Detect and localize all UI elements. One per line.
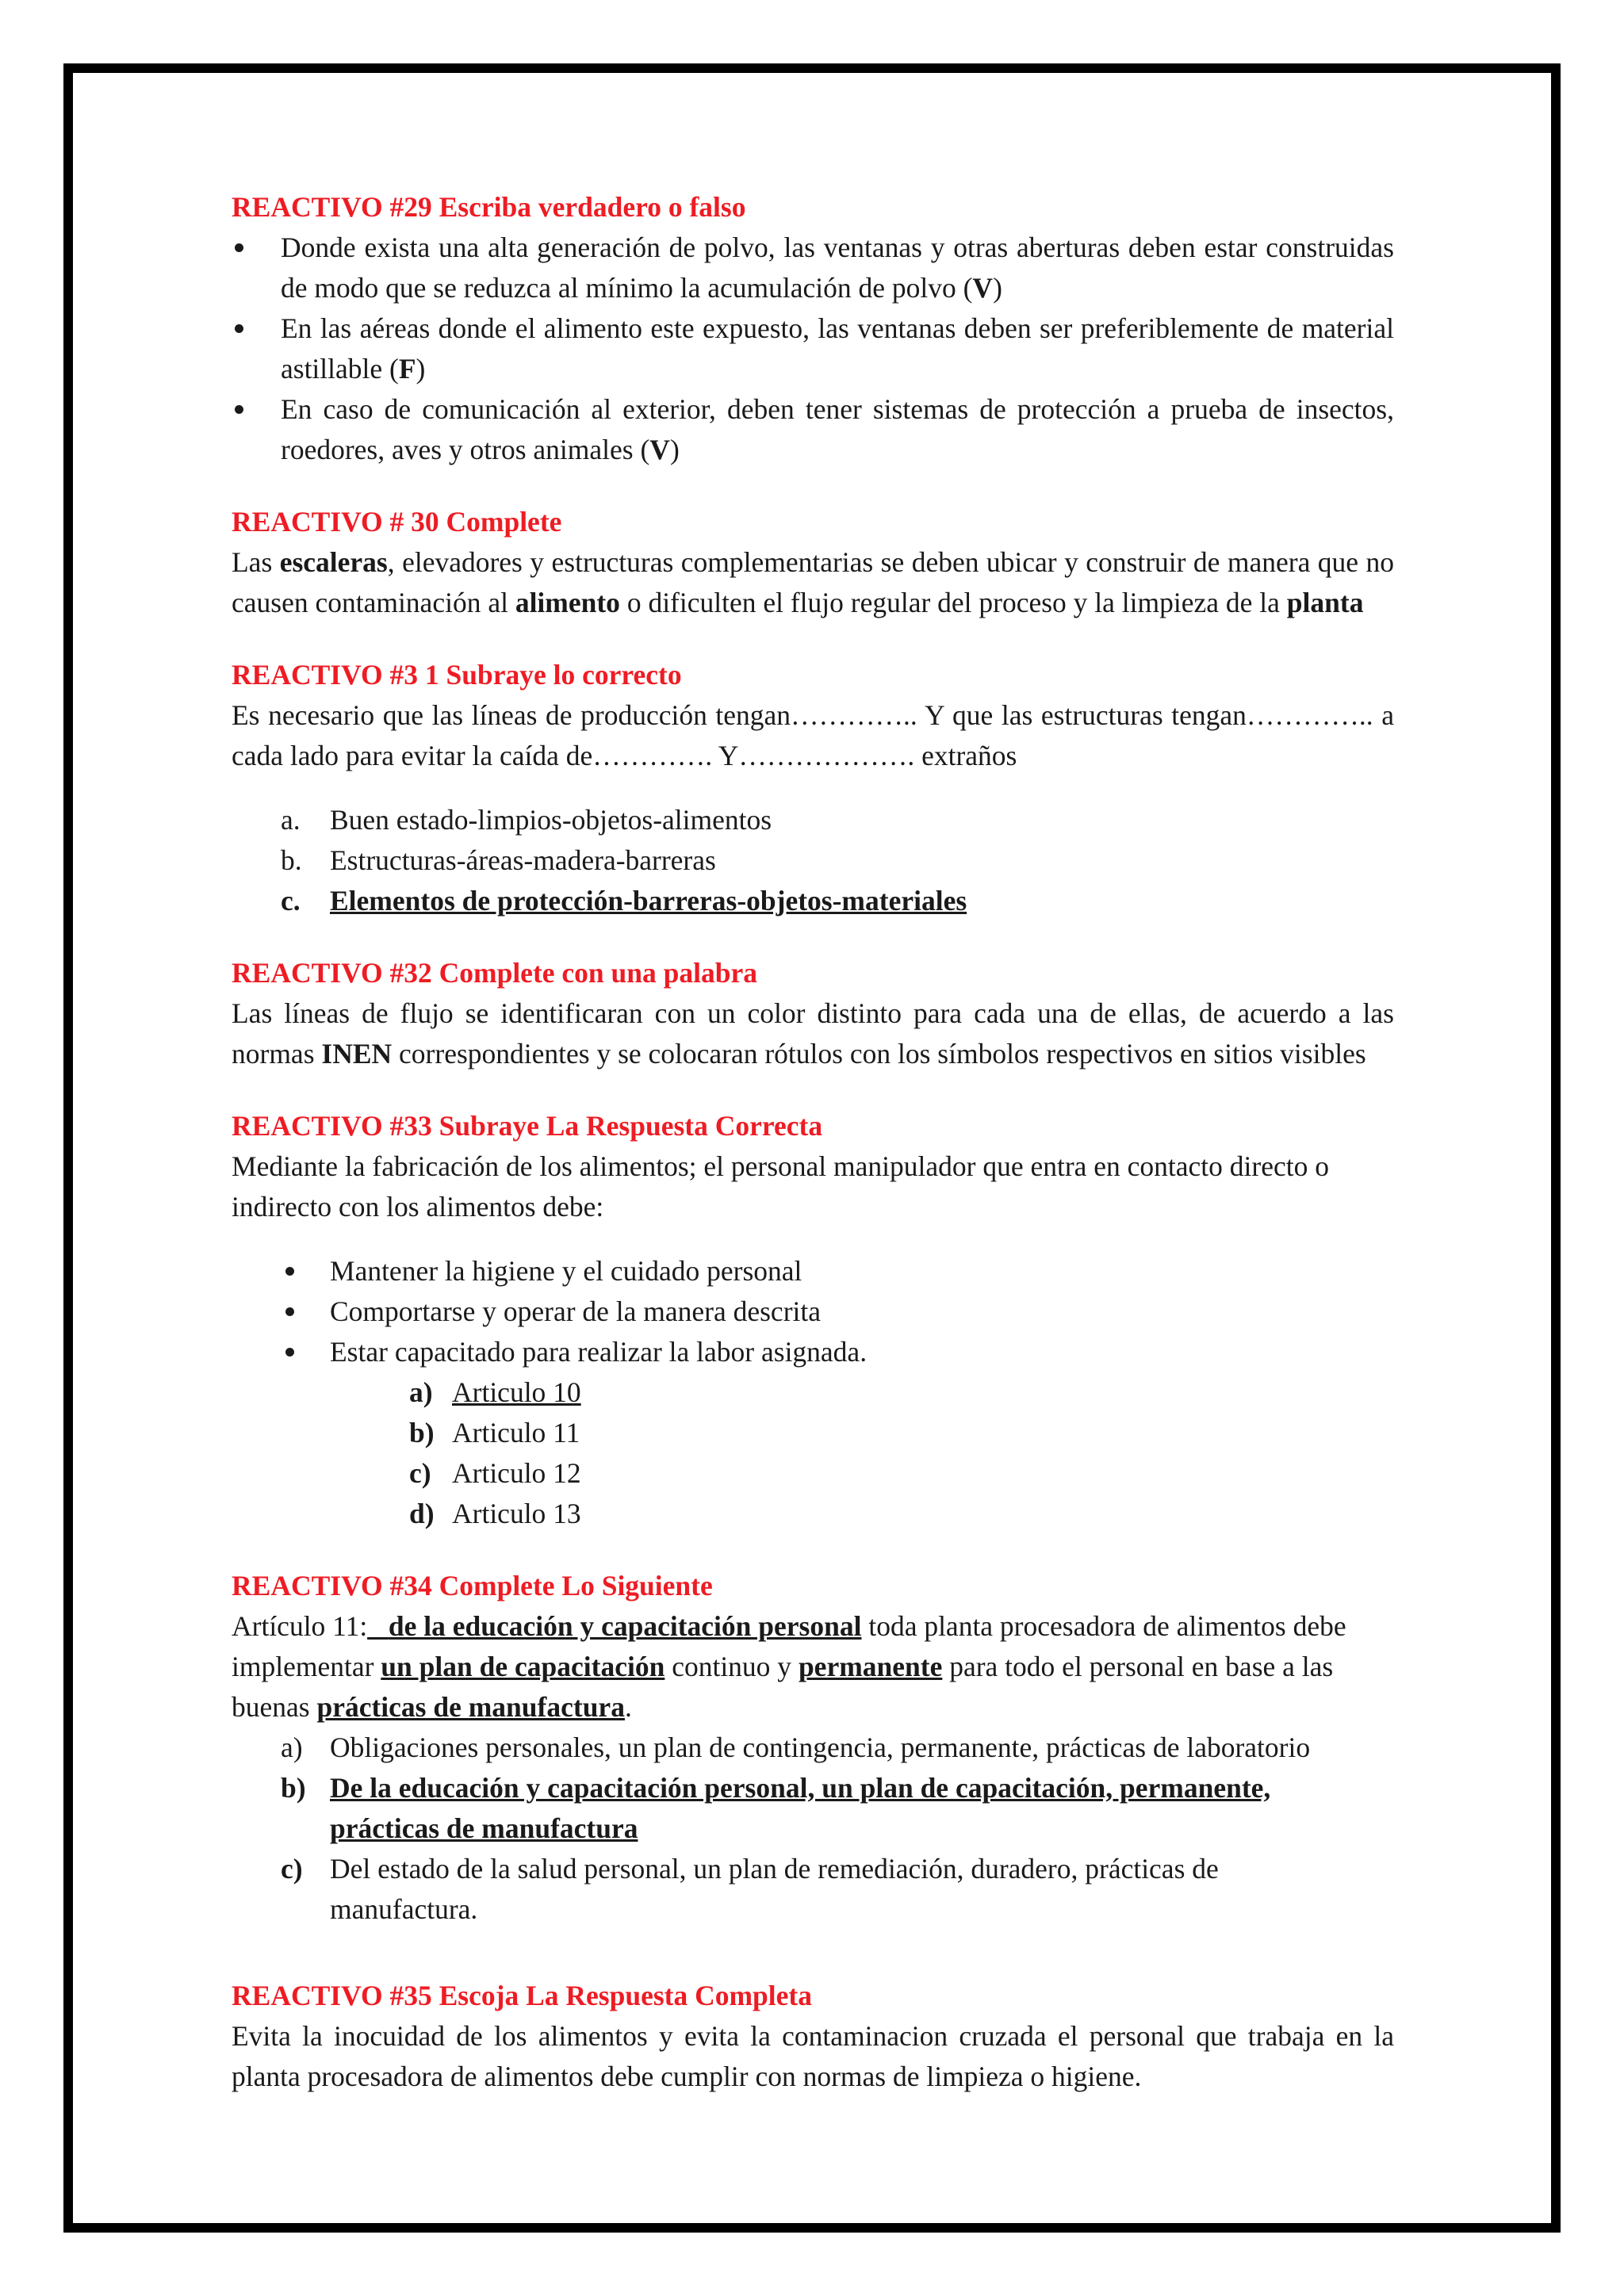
reactivo-30-text: Las escaleras, elevadores y estructuras complementarias se deben ubicar y construir de manera que no causen contaminación al alimento o dificulten el flujo regular del proceso y la limpieza de la planta [232,546,1394,618]
option-a-correct: a) Articulo 10 [409,1376,581,1408]
option-b: b. Estructuras-áreas-madera-barreras [281,844,716,876]
reactivo-30 [232,502,1394,623]
option-c-correct: c. Elementos de protección-barreras-objetos-materiales [281,885,967,916]
reactivo-33-title: REACTIVO #33 Subraye La Respuesta Correcta [232,1110,823,1142]
list-item: Mantener la higiene y el cuidado personal [232,1251,1394,1292]
answer-mark: V [972,272,994,304]
reactivo-33 [232,1106,1394,1534]
answer-word: permanente [798,1651,943,1682]
option-b-correct: b) De la educación y capacitación personal, un plan de capacitación, permanente, prácticas de manufactura [281,1772,1271,1844]
reactivo-31-title: REACTIVO #3 1 Subraye lo correcto [232,659,682,691]
reactivo-29 [232,187,1394,470]
answer-word: escaleras [279,546,388,578]
option-b: b) Articulo 11 [409,1417,580,1448]
document-body [232,187,1394,2129]
answer-mark: V [649,434,670,465]
reactivo-32 [232,953,1394,1074]
reactivo-29-title: REACTIVO #29 Escriba verdadero o falso [232,191,746,223]
option-a: a) Obligaciones personales, un plan de contingencia, permanente, prácticas de laboratorio [281,1732,1311,1763]
answer-word: de la educación y capacitación personal [388,1610,862,1642]
reactivo-29-list [232,228,1394,470]
reactivo-30-title: REACTIVO # 30 Complete [232,506,562,538]
option-c: c) Articulo 12 [409,1457,581,1489]
option-c: c) Del estado de la salud personal, un plan de remediación, duradero, prácticas de manufactura. [281,1853,1219,1925]
list-item: Estar capacitado para realizar la labor asignada. [232,1332,1394,1372]
reactivo-34-title: REACTIVO #34 Complete Lo Siguiente [232,1570,713,1601]
reactivo-35 [232,1976,1394,2097]
list-item: En las aéreas donde el alimento este expuesto, las ventanas deben ser preferiblemente de material astillable (F) [232,308,1394,389]
reactivo-35-title: REACTIVO #35 Escoja La Respuesta Completa [232,1980,812,2011]
reactivo-35-statement: Evita la inocuidad de los alimentos y evita la contaminacion cruzada el personal que trabaja en la planta procesadora de alimentos debe cumplir con normas de limpieza o higiene. [232,2020,1394,2092]
list-item: Donde exista una alta generación de polvo, las ventanas y otras aberturas deben estar construidas de modo que se reduzca al mínimo la acumulación de polvo (V) [232,228,1394,308]
reactivo-33-list [232,1251,1394,1372]
answer-word: un plan de capacitación [381,1651,665,1682]
option-a: a. Buen estado-limpios-objetos-alimentos [281,804,772,836]
reactivo-32-title: REACTIVO #32 Complete con una palabra [232,957,757,989]
list-item: En caso de comunicación al exterior, deben tener sistemas de protección a prueba de insectos, roedores, aves y otros animales (V) [232,389,1394,470]
list-item: Comportarse y operar de la manera descrita [232,1292,1394,1332]
answer-word: planta [1286,587,1364,618]
reactivo-31 [232,655,1394,921]
reactivo-33-statement: Mediante la fabricación de los alimentos; el personal manipulador que entra en contacto directo o indirecto con los alimentos debe: [232,1150,1329,1223]
answer-mark: F [398,353,416,385]
reactivo-34 [232,1566,1394,1930]
reactivo-34-text: Artículo 11:_ de la educación y capacitación personal toda planta procesadora de alimentos debe implementar un plan de capacitación continuo y permanente para todo el personal en base a las buenas prácticas de manufactura. [232,1610,1346,1723]
reactivo-32-text: Las líneas de flujo se identificaran con un color distinto para cada una de ellas, de acuerdo a las normas INEN correspondientes y se colocaran rótulos con los símbolos respectivos en sitios visibles [232,997,1394,1070]
answer-word: INEN [321,1038,393,1070]
answer-word: prácticas de manufactura [316,1691,625,1723]
answer-word: alimento [515,587,620,618]
reactivo-31-statement: Es necesario que las líneas de producción tengan………….. Y que las estructuras tengan………….. a cada lado para evitar la caída de…………. Y………………. extraños [232,699,1394,771]
option-d: d) Articulo 13 [409,1498,581,1529]
